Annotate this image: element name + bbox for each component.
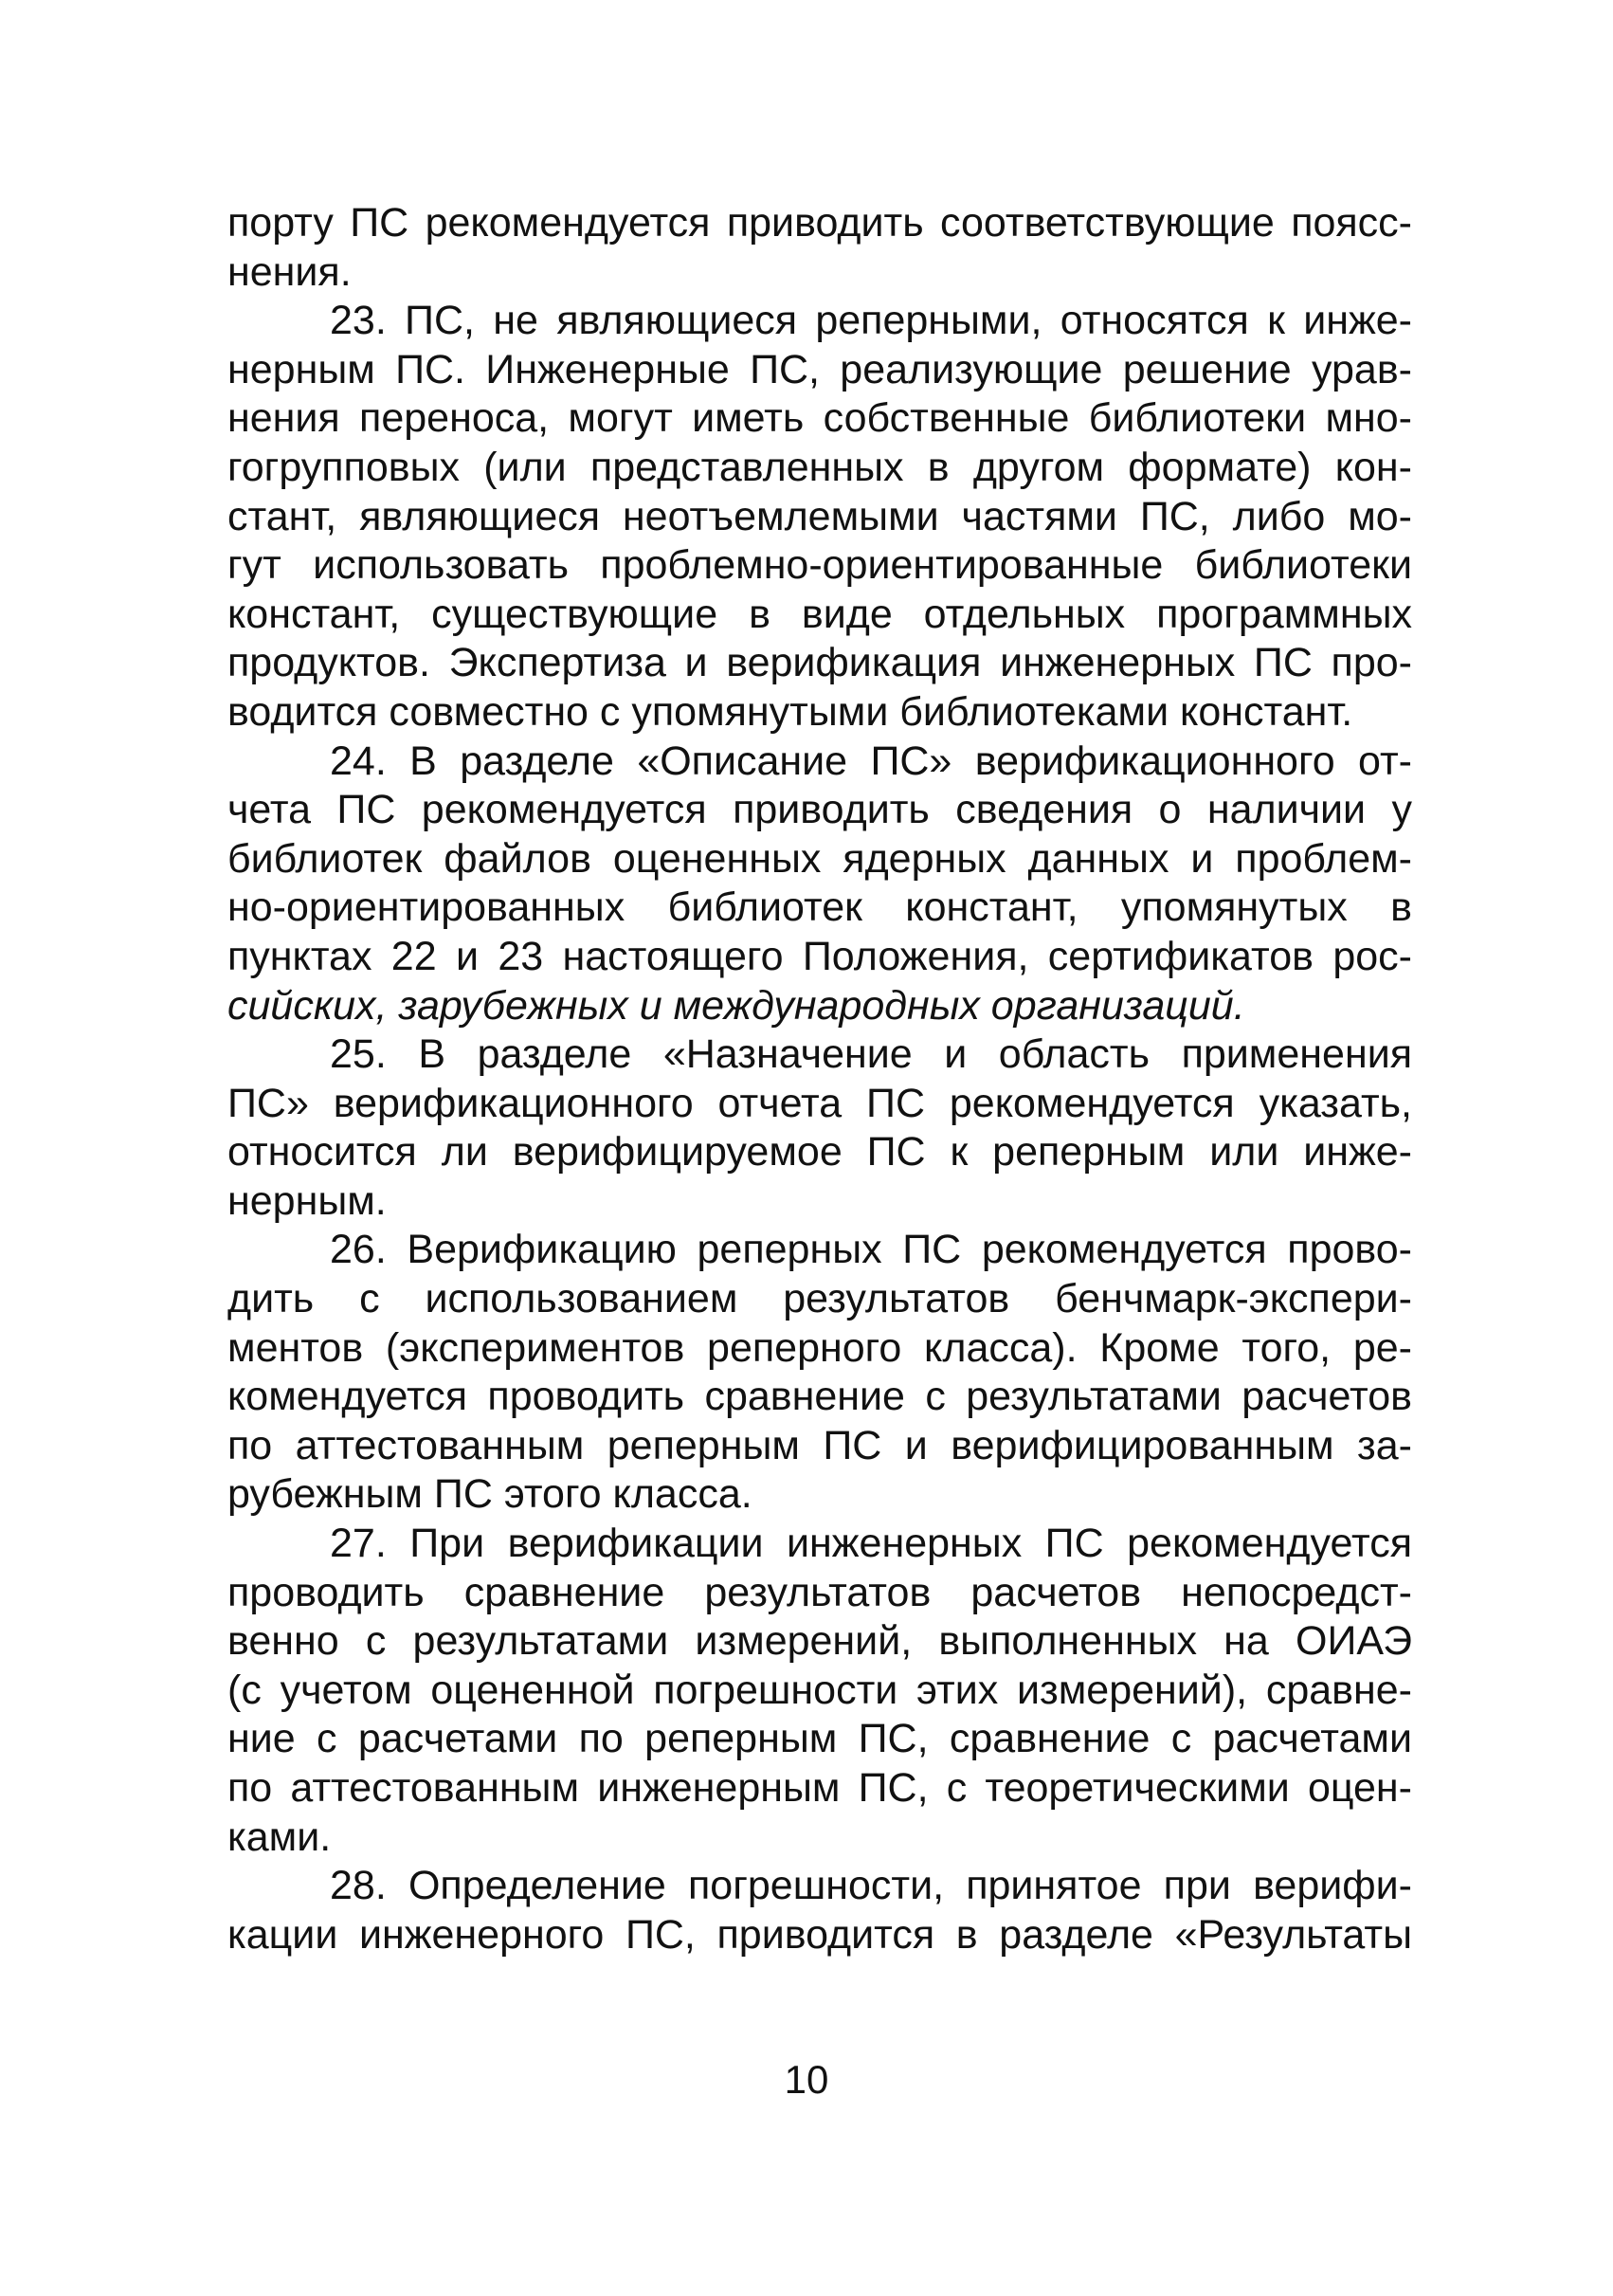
text-line: сийских, зарубежных и международных организаций. — [227, 982, 1245, 1029]
text-line: нерным ПС. Инженерные ПС, реализующие решение урав- — [227, 346, 1412, 392]
paragraph-27-start: 27. При верификации инженерных ПС рекомендуется — [330, 1521, 1412, 1567]
text-line: ментов (экспериментов реперного класса). Кроме того, ре- — [227, 1324, 1412, 1371]
text-line: гут использовать проблемно-ориентированные библиотеки — [227, 542, 1412, 589]
text-line: констант, существующие в виде отдельных программных — [227, 591, 1412, 637]
text-line: рубежным ПС этого класса. — [227, 1471, 752, 1518]
text-line: венно с результатами измерений, выполненных на ОИАЭ — [227, 1618, 1412, 1665]
paragraph-25-start: 25. В разделе «Назначение и область применения — [330, 1031, 1412, 1078]
text-line: относится ли верифицируемое ПС к реперным или инже- — [227, 1129, 1412, 1175]
text-line: пунктах 22 и 23 настоящего Положения, сертификатов рос- — [227, 933, 1412, 979]
text-line: нерным. — [227, 1177, 387, 1224]
text-line: ками. — [227, 1813, 332, 1860]
paragraph-23-start: 23. ПС, не являющиеся реперными, относятся к инже- — [330, 298, 1412, 344]
text-line: продуктов. Экспертиза и верификация инженерных ПС про- — [227, 640, 1412, 686]
paragraph-28-start: 28. Определение погрешности, принятое при верифи- — [330, 1863, 1412, 1909]
text-line: но-ориентированных библиотек констант, упомянутых в — [227, 884, 1412, 931]
text-line: ние с расчетами по реперным ПС, сравнение с расчетами — [227, 1716, 1412, 1762]
text-line: комендуется проводить сравнение с результатами расчетов — [227, 1374, 1412, 1420]
text-line: ПС» верификационного отчета ПС рекомендуется указать, — [227, 1080, 1412, 1126]
text-line: нения переноса, могут иметь собственные библиотеки мно- — [227, 395, 1412, 442]
text-line: порту ПС рекомендуется приводить соответствующие поясс- — [227, 200, 1412, 246]
text-line: кации инженерного ПС, приводится в разделе «Результаты — [227, 1911, 1412, 1958]
text-line: гогрупповых (или представленных в другом формате) кон- — [227, 444, 1412, 490]
text-line: библиотек файлов оцененных ядерных данных и проблем- — [227, 835, 1412, 882]
body-text — [227, 199, 1412, 1959]
paragraph-26-start: 26. Верификацию реперных ПС рекомендуется прово- — [330, 1227, 1412, 1273]
text-line: по аттестованным инженерным ПС, с теоретическими оцен- — [227, 1765, 1412, 1811]
text-line: по аттестованным реперным ПС и верифицированным за- — [227, 1422, 1412, 1468]
text-line: чета ПС рекомендуется приводить сведения о наличии у — [227, 787, 1412, 833]
text-line: водится совместно с упомянутыми библиотеками констант. — [227, 688, 1353, 735]
text-line: стант, являющиеся неотъемлемыми частями ПС, либо мо- — [227, 493, 1412, 539]
text-line: проводить сравнение результатов расчетов непосредст- — [227, 1569, 1412, 1615]
text-line: (с учетом оцененной погрешности этих измерений), сравне- — [227, 1667, 1412, 1713]
page-number: 10 — [784, 2057, 829, 2102]
text-line: нения. — [227, 248, 352, 295]
text-line: дить с использованием результатов бенчмарк-экспери- — [227, 1276, 1412, 1322]
paragraph-24-start: 24. В разделе «Описание ПС» верификационного от- — [330, 738, 1412, 784]
